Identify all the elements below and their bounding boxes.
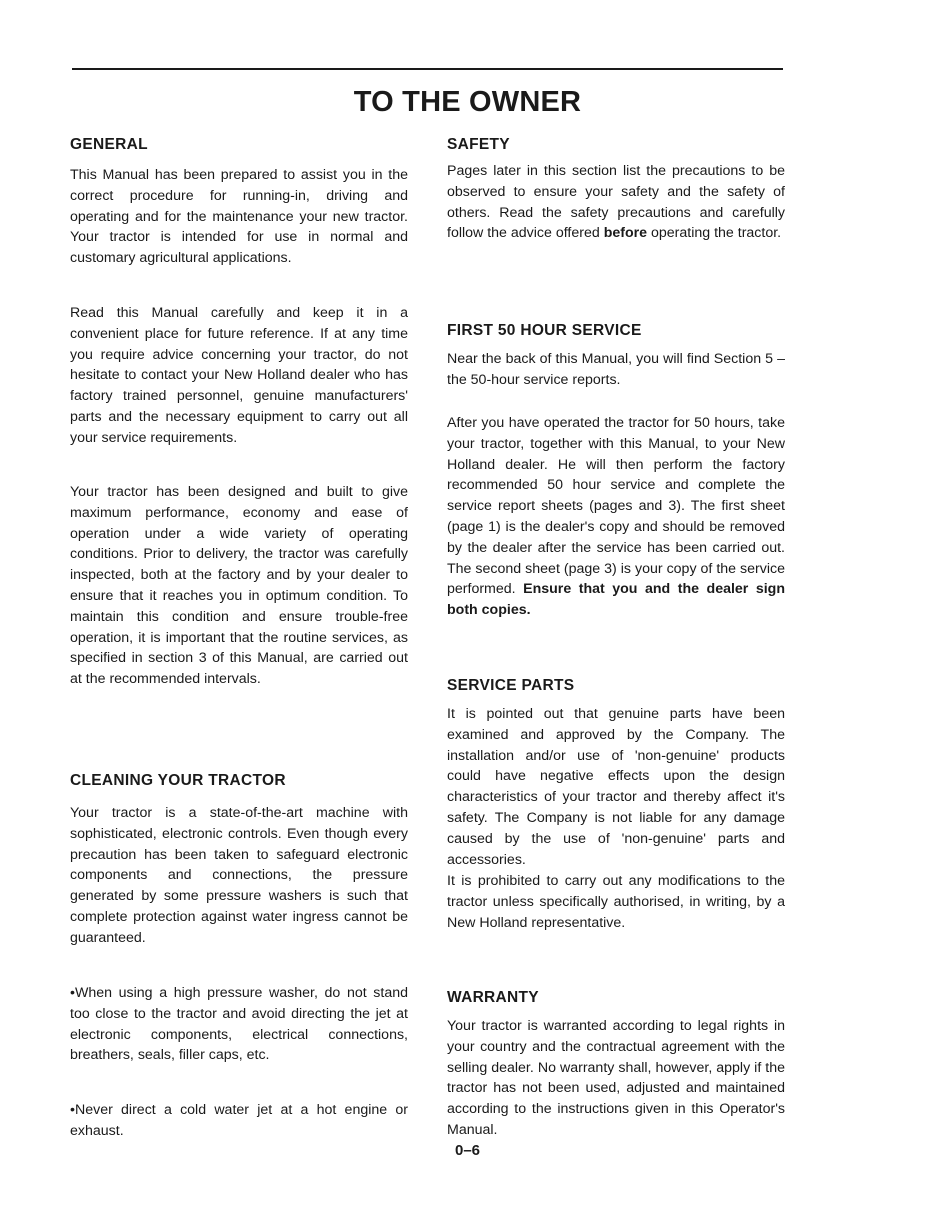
page-number: 0–6 [454, 1142, 481, 1159]
service-parts-paragraph-2: It is prohibited to carry out any modifications to the tractor unless specifically authorised, in writing, by a New Holland representative. [447, 873, 785, 931]
bullet-symbol: • [70, 1102, 75, 1118]
cleaning-bullet-2 [70, 1100, 408, 1142]
safety-text-bold: before [603, 225, 648, 242]
general-paragraph-1: This Manual has been prepared to assist you in the correct procedure for running-in, driving and operating and for the maintenance your new tractor. Your tractor is intended for use in normal and customary agricultural applications. [70, 167, 408, 267]
safety-text-b: operating the tractor. [647, 225, 782, 242]
service-parts-heading: SERVICE PARTS [447, 677, 575, 694]
cleaning-bullet-1 [70, 983, 408, 1066]
general-heading: GENERAL [70, 136, 148, 153]
service-parts-paragraph-1: It is pointed out that genuine parts have been examined and approved by the Company. The installation and/or use of 'non-genuine' products could have negative effects upon the design characteristics of your tractor and thereby affect it's safety. The Company is not liable for any damage caused by the use of 'non-genuine' parts and accessories. [447, 706, 785, 868]
first-50-text: After you have operated the tractor for 50 hours, take your tractor, together with this Manual, to your New Holland dealer. He will then perform the factory recommended 50 hour service and complete the service report sheets (pages and 3). The first sheet (page 1) is the dealer's copy and should be removed by the dealer after the service has been carried out. The second sheet (page 3) is your copy of the service performed. [447, 415, 785, 598]
first-50-hour-heading: FIRST 50 HOUR SERVICE [447, 322, 642, 339]
warranty-paragraph: Your tractor is warranted according to legal rights in your country and the contractual agreement with the selling dealer. No warranty shall, however, apply if the tractor has not been used, adjusted and maintained according to the instructions given in this Operator's Manual. [447, 1018, 785, 1138]
first-50-text-bold: Ensure that you and the dealer sign both copies. [447, 581, 785, 619]
cleaning-paragraph: Your tractor is a state-of-the-art machine with sophisticated, electronic controls. Even though every precaution has been taken to safeguard electronic components and connections, the pressure generated by some pressure washers is such that complete protection against water ingress cannot be guaranteed. [70, 805, 408, 946]
general-paragraph-2: Read this Manual carefully and keep it in a convenient place for future reference. If at any time you require advice concerning your tractor, do not hesitate to contact your New Holland dealer who has factory trained personnel, genuine manufacturers' parts and the necessary equipment to carry out all your service requirements. [70, 305, 408, 446]
first-50-paragraph-2 [447, 413, 785, 621]
bullet-1-text: When using a high pressure washer, do not stand too close to the tractor and avoid directing the jet at electronic components, electrical connections, breathers, seals, filler caps, etc. [70, 985, 408, 1064]
safety-heading: SAFETY [447, 136, 510, 153]
first-50-paragraph-1: Near the back of this Manual, you will find Section 5 – the 50-hour service reports. [447, 351, 785, 388]
cleaning-heading: CLEANING YOUR TRACTOR [70, 772, 286, 789]
top-rule [72, 68, 783, 70]
page-title: TO THE OWNER [353, 86, 582, 118]
warranty-heading: WARRANTY [447, 989, 539, 1006]
safety-text-a: Pages later in this section list the precautions to be observed to ensure your safety and the safety of others. Read the safety precautions and carefully follow the advice offered [447, 163, 785, 242]
safety-paragraph [447, 161, 785, 244]
bullet-2-text: Never direct a cold water jet at a hot engine or exhaust. [70, 1102, 408, 1139]
general-paragraph-3: Your tractor has been designed and built to give maximum performance, economy and ease of operation under a wide variety of operating conditions. Prior to delivery, the tractor was carefully inspected, both at the factory and by your dealer to ensure that it reaches you in optimum condition. To maintain this condition and ensure trouble-free operation, it is important that the routine services, as specified in section 3 of this Manual, are carried out at the recommended intervals. [70, 484, 408, 688]
bullet-symbol: • [70, 985, 75, 1001]
